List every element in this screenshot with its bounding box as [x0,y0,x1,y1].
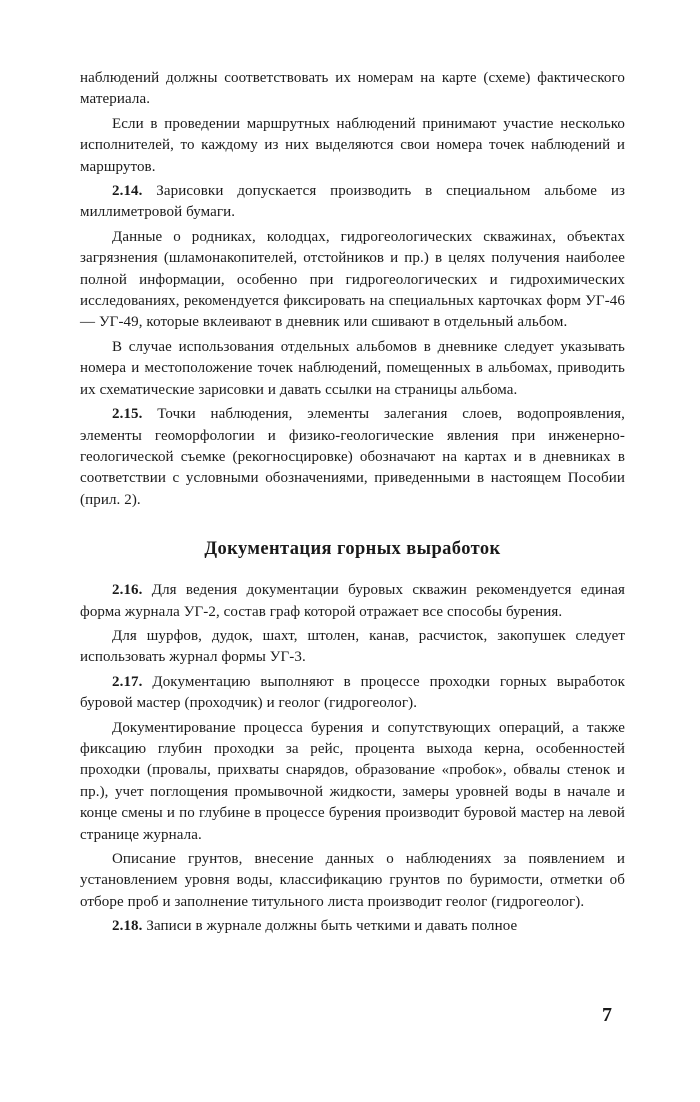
clause-2-17 [80,672,625,715]
section-heading: Документация горных выработок [204,539,501,560]
paragraph-text: Документацию выполняют в процессе проходки горных выработок буровой мастер (проходчик) и геолог (гидрогеолог). [80,673,625,712]
clause-number: 2.17. [112,673,143,690]
clause-number: 2.15. [112,406,143,423]
paragraph [80,718,625,846]
clause-number: 2.18. [112,918,143,935]
paragraph-text: Записи в журнале должны быть четкими и давать полное [142,918,518,935]
paragraph-text: Документирование процесса бурения и сопутствующих операций, а также фиксацию глубин проходки за рейс, процента выхода керна, особенностей проходки (провалы, прихваты снарядов, образование «пробок», обвалы стенок и пр.), учет поглощения промывочной жидкости, замеры уровней воды в начале и конце смены и по глубине в процессе бурения производит буровой мастер на левой странице журнала. [80,719,625,843]
clause-number: 2.14. [112,183,143,200]
paragraph-text: Если в проведении маршрутных наблюдений принимают участие несколько исполнителей, то каждому из них выделяются свои номера точек наблюдений и маршрутов. [80,115,625,175]
paragraph-text: Данные о родниках, колодцах, гидрогеологических скважинах, объектах загрязнения (шламонакопителей, отстойников и пр.) в целях получения наиболее полной информации, особенно при гидрогеологических и гидрохимических исследованиях, рекомендуется фиксировать на специальных карточках форм УГ-46 — УГ-49, которые вклеивают в дневник или сшивают в отдельный альбом. [80,228,625,331]
paragraph [80,626,625,669]
clause-2-18 [80,916,625,937]
paragraph-text: В случае использования отдельных альбомов в дневнике следует указывать номера и местоположение точек наблюдений, помещенных в альбомах, приводить их схематические зарисовки и давать ссылки на страницы альбома. [80,338,625,398]
paragraph-continuation [80,68,625,111]
document-page [80,68,625,941]
paragraph [80,227,625,334]
paragraph [80,337,625,401]
paragraph-text: Точки наблюдения, элементы залегания слоев, водопроявления, элементы геоморфологии и физико-геологические явления при инженерно-геологической съемке (рекогносцировке) обозначают на картах и в дневниках в соответствии с условными обозначениями, приведенными в настоящем Пособии (прил. 2). [80,406,625,508]
paragraph-text: Описание грунтов, внесение данных о наблюдениях за появлением и установлением уровня воды, классификацию грунтов по буримости, отметки об отборе проб и заполнение титульного листа производит геолог (гидрогеолог). [80,851,625,910]
clause-2-14 [80,181,625,224]
clause-number: 2.16. [112,582,143,599]
clause-2-16 [80,580,625,623]
paragraph-text: наблюдений должны соответствовать их номерам на карте (схеме) фактического материала. [80,70,625,108]
paragraph [80,114,625,178]
paragraph-text: Зарисовки допускается производить в специальном альбоме из миллиметровой бумаги. [80,183,625,221]
paragraph-text: Для ведения документации буровых скважин рекомендуется единая форма журнала УГ-2, состав граф которой отражает все способы бурения. [80,582,625,620]
paragraph [80,849,625,913]
clause-2-15 [80,404,625,511]
paragraph-text: Для шурфов, дудок, шахт, штолен, канав, расчисток, закопушек следует использовать журнал формы УГ-3. [80,627,625,666]
page-number: 7 [602,1004,612,1026]
